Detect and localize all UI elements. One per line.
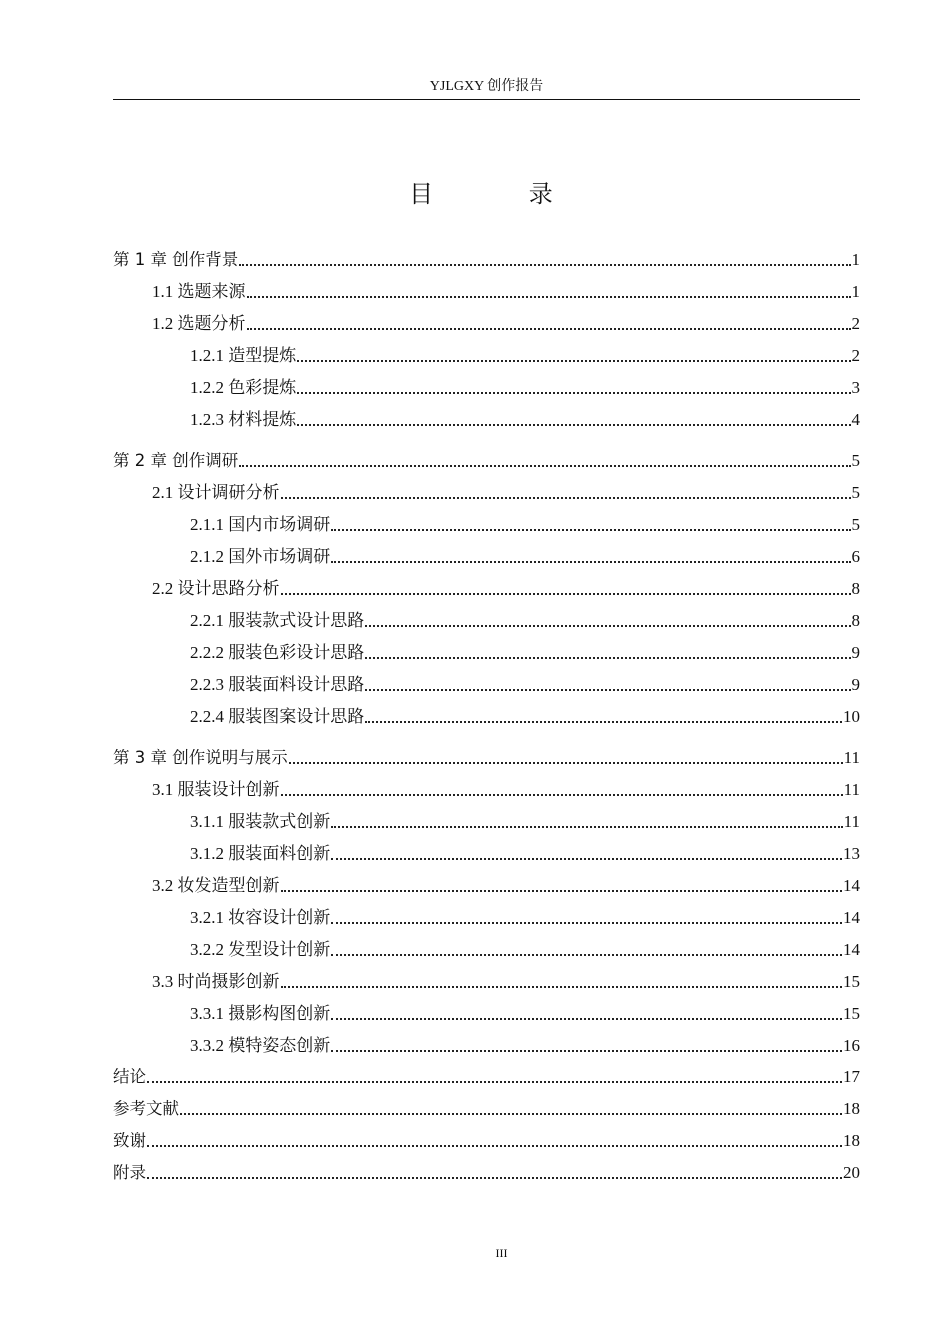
toc-entry-page: 14 (843, 908, 860, 927)
toc-entry-label: 3.1.2 服装面料创新 (190, 844, 331, 863)
toc-entry[interactable] (113, 1130, 860, 1152)
toc-dot-leader (365, 721, 842, 723)
toc-entry[interactable] (190, 1003, 860, 1025)
toc-entry-label: 1.2.2 色彩提炼 (190, 378, 297, 397)
toc-entry-page: 1 (851, 282, 860, 301)
toc-entry-page: 11 (843, 748, 860, 767)
toc-dot-leader (365, 625, 850, 627)
toc-dot-leader (297, 424, 850, 426)
toc-entry[interactable] (190, 377, 860, 399)
toc-entry[interactable] (113, 249, 860, 271)
toc-dot-leader (281, 593, 851, 595)
toc-dot-leader (281, 890, 843, 892)
toc-entry[interactable] (152, 875, 860, 897)
toc-entry-label: 第 1 章 创作背景 (113, 250, 239, 269)
toc-entry-page: 8 (851, 611, 860, 630)
toc-entry[interactable] (190, 610, 860, 632)
toc-entry-page: 10 (843, 707, 860, 726)
toc-entry-label: 2.1 设计调研分析 (152, 483, 280, 502)
toc-dot-leader (147, 1145, 842, 1147)
toc-entry[interactable] (113, 1098, 860, 1120)
toc-entry-page: 2 (851, 346, 860, 365)
toc-entry-page: 5 (851, 451, 860, 470)
toc-entry[interactable] (190, 907, 860, 929)
toc-entry-label: 1.2.3 材料提炼 (190, 410, 297, 429)
toc-dot-leader (331, 561, 850, 563)
toc-entry-page: 15 (843, 1004, 860, 1023)
toc-entry-page: 6 (851, 547, 860, 566)
toc-entry[interactable] (152, 971, 860, 993)
toc-dot-leader (247, 296, 851, 298)
toc-entry[interactable] (190, 706, 860, 728)
toc-entry-label: 2.2.2 服装色彩设计思路 (190, 643, 365, 662)
toc-entry-label: 2.2.1 服装款式设计思路 (190, 611, 365, 630)
toc-entry-label: 第 3 章 创作说明与展示 (113, 748, 288, 767)
toc-entry[interactable] (113, 1066, 860, 1088)
toc-entry-page: 2 (851, 314, 860, 333)
toc-entry[interactable] (152, 779, 860, 801)
toc-dot-leader (147, 1177, 842, 1179)
toc-dot-leader (281, 794, 843, 796)
toc-entry-page: 3 (851, 378, 860, 397)
toc-entry[interactable] (190, 514, 860, 536)
toc-entry[interactable] (190, 674, 860, 696)
toc-entry[interactable] (152, 482, 860, 504)
toc-entry-label: 致谢 (113, 1131, 146, 1150)
toc-entry-label: 2.1.2 国外市场调研 (190, 547, 331, 566)
toc-entry[interactable] (190, 546, 860, 568)
running-header: YJLGXY 创作报告 (429, 79, 544, 94)
toc-entry-page: 14 (843, 876, 860, 895)
toc-dot-leader (239, 264, 850, 266)
toc-entry-label: 结论 (113, 1067, 146, 1086)
toc-dot-leader (247, 328, 851, 330)
toc-entry-label: 参考文献 (113, 1099, 179, 1118)
toc-entry[interactable] (190, 939, 860, 961)
toc-entry-page: 17 (843, 1067, 860, 1086)
toc-dot-leader (281, 497, 851, 499)
toc-entry[interactable] (113, 450, 860, 472)
toc-entry-label: 1.1 选题来源 (152, 282, 246, 301)
toc-dot-leader (331, 858, 842, 860)
toc-entry-page: 13 (843, 844, 860, 863)
toc-entry-label: 附录 (113, 1163, 146, 1182)
toc-entry-page: 20 (843, 1163, 860, 1182)
toc-entry-page: 16 (843, 1036, 860, 1055)
toc-dot-leader (180, 1113, 842, 1115)
header-rule (113, 99, 860, 100)
toc-title: 目 录 (409, 180, 597, 208)
toc-entry[interactable] (190, 642, 860, 664)
toc-entry-label: 2.2.4 服装图案设计思路 (190, 707, 365, 726)
toc-entry[interactable] (113, 747, 860, 769)
toc-entry[interactable] (152, 281, 860, 303)
toc-entry-label: 2.2.3 服装面料设计思路 (190, 675, 365, 694)
toc-entry-label: 3.3.2 模特姿态创新 (190, 1036, 331, 1055)
toc-entry-page: 8 (851, 579, 860, 598)
toc-entry-label: 1.2 选题分析 (152, 314, 246, 333)
toc-entry[interactable] (113, 1162, 860, 1184)
toc-entry-page: 9 (851, 643, 860, 662)
toc-entry-label: 3.1 服装设计创新 (152, 780, 280, 799)
toc-dot-leader (331, 954, 842, 956)
toc-dot-leader (297, 360, 850, 362)
toc-dot-leader (365, 657, 850, 659)
toc-entry-label: 2.1.1 国内市场调研 (190, 515, 331, 534)
toc-dot-leader (331, 826, 842, 828)
toc-entry-page: 5 (851, 515, 860, 534)
toc-entry-page: 14 (843, 940, 860, 959)
toc-entry-label: 3.2 妆发造型创新 (152, 876, 280, 895)
toc-entry-label: 3.3.1 摄影构图创新 (190, 1004, 331, 1023)
toc-entry-label: 3.2.2 发型设计创新 (190, 940, 331, 959)
toc-entry-page: 15 (843, 972, 860, 991)
toc-entry-page: 1 (851, 250, 860, 269)
toc-entry-label: 1.2.1 造型提炼 (190, 346, 297, 365)
toc-entry[interactable] (190, 811, 860, 833)
toc-entry[interactable] (190, 409, 860, 431)
toc-dot-leader (147, 1081, 842, 1083)
toc-entry[interactable] (152, 578, 860, 600)
toc-dot-leader (331, 922, 842, 924)
toc-entry-page: 9 (851, 675, 860, 694)
toc-entry[interactable] (152, 313, 860, 335)
toc-entry-label: 3.2.1 妆容设计创新 (190, 908, 331, 927)
toc-entry-label: 3.1.1 服装款式创新 (190, 812, 331, 831)
toc-entry-label: 2.2 设计思路分析 (152, 579, 280, 598)
toc-entry[interactable] (190, 1035, 860, 1057)
toc-entry[interactable] (190, 345, 860, 367)
toc-entry-page: 11 (843, 812, 860, 831)
toc-entry-page: 18 (843, 1131, 860, 1150)
toc-entry-label: 3.3 时尚摄影创新 (152, 972, 280, 991)
toc-dot-leader (331, 1050, 842, 1052)
toc-entry-page: 4 (851, 410, 860, 429)
page-number: III (495, 1246, 508, 1260)
toc-dot-leader (281, 986, 843, 988)
toc-dot-leader (331, 1018, 842, 1020)
toc-dot-leader (297, 392, 850, 394)
toc-dot-leader (365, 689, 850, 691)
toc-entry-page: 11 (843, 780, 860, 799)
toc-dot-leader (331, 529, 850, 531)
toc-dot-leader (289, 762, 843, 764)
toc-entry-page: 5 (851, 483, 860, 502)
toc-entry-label: 第 2 章 创作调研 (113, 451, 239, 470)
toc-entry[interactable] (190, 843, 860, 865)
toc-entry-page: 18 (843, 1099, 860, 1118)
toc-dot-leader (239, 465, 850, 467)
